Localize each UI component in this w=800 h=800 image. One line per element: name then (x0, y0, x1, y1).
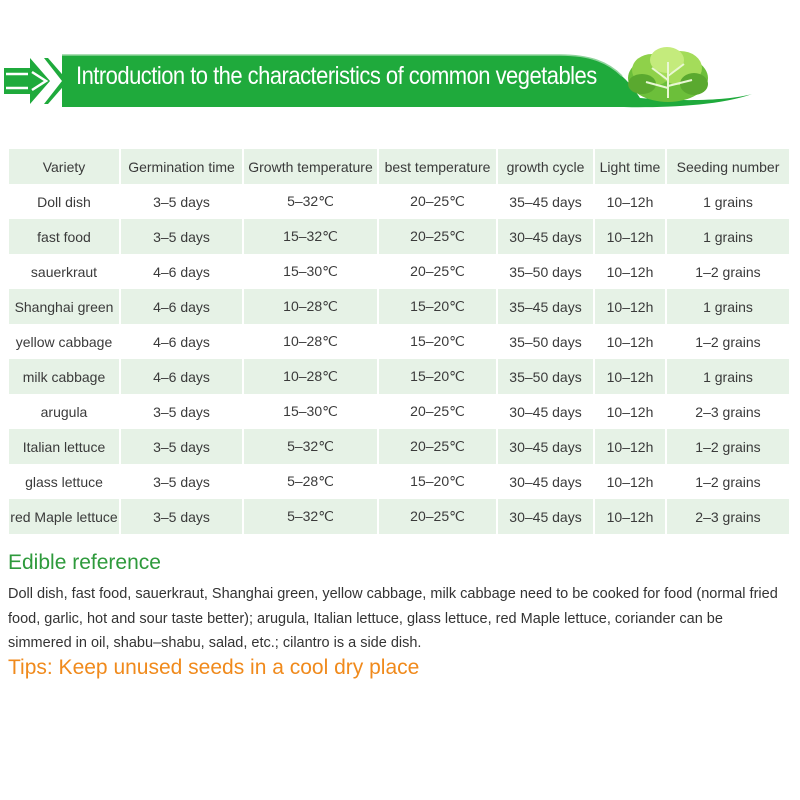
table-cell: 3–5 days (121, 429, 242, 464)
table-cell: 10–12h (595, 254, 665, 289)
table-cell: 4–6 days (121, 324, 242, 359)
table-cell: 10–28℃ (244, 324, 377, 359)
table-cell: 1–2 grains (667, 254, 789, 289)
table-cell: 4–6 days (121, 289, 242, 324)
table-cell: 20–25℃ (379, 394, 496, 429)
table-cell: 2–3 grains (667, 499, 789, 534)
table-cell: milk cabbage (9, 359, 119, 394)
table-cell: 15–20℃ (379, 289, 496, 324)
table-cell: 10–12h (595, 289, 665, 324)
table-cell: 3–5 days (121, 219, 242, 254)
table-cell: 1–2 grains (667, 429, 789, 464)
table-row (9, 464, 789, 499)
table-cell: 10–28℃ (244, 289, 377, 324)
table-cell: Italian lettuce (9, 429, 119, 464)
table-row (9, 324, 789, 359)
table-cell: Shanghai green (9, 289, 119, 324)
table-row (9, 184, 789, 219)
table-cell: 1–2 grains (667, 324, 789, 359)
table-cell: 15–30℃ (244, 254, 377, 289)
table-cell: 15–20℃ (379, 464, 496, 499)
table-cell: glass lettuce (9, 464, 119, 499)
table-row (9, 254, 789, 289)
table-row (9, 219, 789, 254)
table-row (9, 289, 789, 324)
table-cell: 10–12h (595, 429, 665, 464)
page-title: Introduction to the characteristics of common vegetables (76, 62, 597, 90)
column-header: Germination time (128, 158, 235, 175)
table-cell: 35–45 days (498, 289, 593, 324)
table-cell: 35–50 days (498, 324, 593, 359)
table-cell: arugula (9, 394, 119, 429)
table-cell: 30–45 days (498, 464, 593, 499)
table-row (9, 499, 789, 534)
double-arrow-icon (4, 58, 68, 104)
table-cell: 10–12h (595, 359, 665, 394)
table-cell: 3–5 days (121, 184, 242, 219)
column-header: Light time (599, 158, 661, 175)
table-cell: 20–25℃ (379, 184, 496, 219)
table-cell: 20–25℃ (379, 254, 496, 289)
table-cell: yellow cabbage (9, 324, 119, 359)
table-cell: 15–32℃ (244, 219, 377, 254)
table-cell: 15–20℃ (379, 359, 496, 394)
table-cell: 35–50 days (498, 359, 593, 394)
table-cell: 10–12h (595, 464, 665, 499)
table-cell: 15–20℃ (379, 324, 496, 359)
table-cell: 1 grains (667, 219, 789, 254)
table-cell: 5–28℃ (244, 464, 377, 499)
table-cell: 1 grains (667, 359, 789, 394)
table-row (9, 359, 789, 394)
table-cell: 1 grains (667, 184, 789, 219)
table-cell: 10–28℃ (244, 359, 377, 394)
table-cell: 10–12h (595, 394, 665, 429)
table-cell: 15–30℃ (244, 394, 377, 429)
table-cell: 1–2 grains (667, 464, 789, 499)
table-cell: 4–6 days (121, 359, 242, 394)
column-header: best temperature (384, 158, 491, 175)
table-cell: 5–32℃ (244, 184, 377, 219)
vegetable-table (7, 149, 791, 534)
edible-reference-text: Doll dish, fast food, sauerkraut, Shanghai green, yellow cabbage, milk cabbage need to be cooked for food (normal fried food, garlic, hot and sour taste better); arugula, Italian lettuce, glass lettuce, red Maple lettuce, coriander can be simmered in oil, shabu–shabu, salad, etc.; cilantro is a side dish. (8, 586, 778, 651)
table-cell: 20–25℃ (379, 429, 496, 464)
table-cell: 20–25℃ (379, 499, 496, 534)
title-banner (0, 50, 800, 110)
table-cell: sauerkraut (9, 254, 119, 289)
table-cell: red Maple lettuce (9, 499, 119, 534)
table-cell: fast food (9, 219, 119, 254)
table-cell: 1 grains (667, 289, 789, 324)
lettuce-icon (622, 40, 714, 106)
table-header-row (9, 149, 789, 184)
edible-reference-heading: Edible reference (8, 551, 161, 574)
table-cell: 30–45 days (498, 219, 593, 254)
table-cell: 2–3 grains (667, 394, 789, 429)
column-header: growth cycle (506, 158, 585, 175)
table-cell: 10–12h (595, 324, 665, 359)
table-cell: 20–25℃ (379, 219, 496, 254)
table-cell: 3–5 days (121, 499, 242, 534)
tips-text: Tips: Keep unused seeds in a cool dry place (8, 656, 420, 679)
table-cell: 35–50 days (498, 254, 593, 289)
table-cell: 5–32℃ (244, 429, 377, 464)
table-cell: 35–45 days (498, 184, 593, 219)
table-row (9, 394, 789, 429)
table-cell: 10–12h (595, 184, 665, 219)
table-cell: 30–45 days (498, 499, 593, 534)
table-cell: 5–32℃ (244, 499, 377, 534)
table-cell: 30–45 days (498, 429, 593, 464)
column-header: Variety (42, 158, 86, 175)
table-row (9, 429, 789, 464)
column-header: Growth temperature (248, 158, 373, 175)
table-cell: 4–6 days (121, 254, 242, 289)
column-header: Seeding number (676, 158, 780, 175)
table-cell: 3–5 days (121, 394, 242, 429)
table-cell: 10–12h (595, 219, 665, 254)
table-cell: 10–12h (595, 499, 665, 534)
table-cell: Doll dish (9, 184, 119, 219)
table-cell: 30–45 days (498, 394, 593, 429)
table-cell: 3–5 days (121, 464, 242, 499)
